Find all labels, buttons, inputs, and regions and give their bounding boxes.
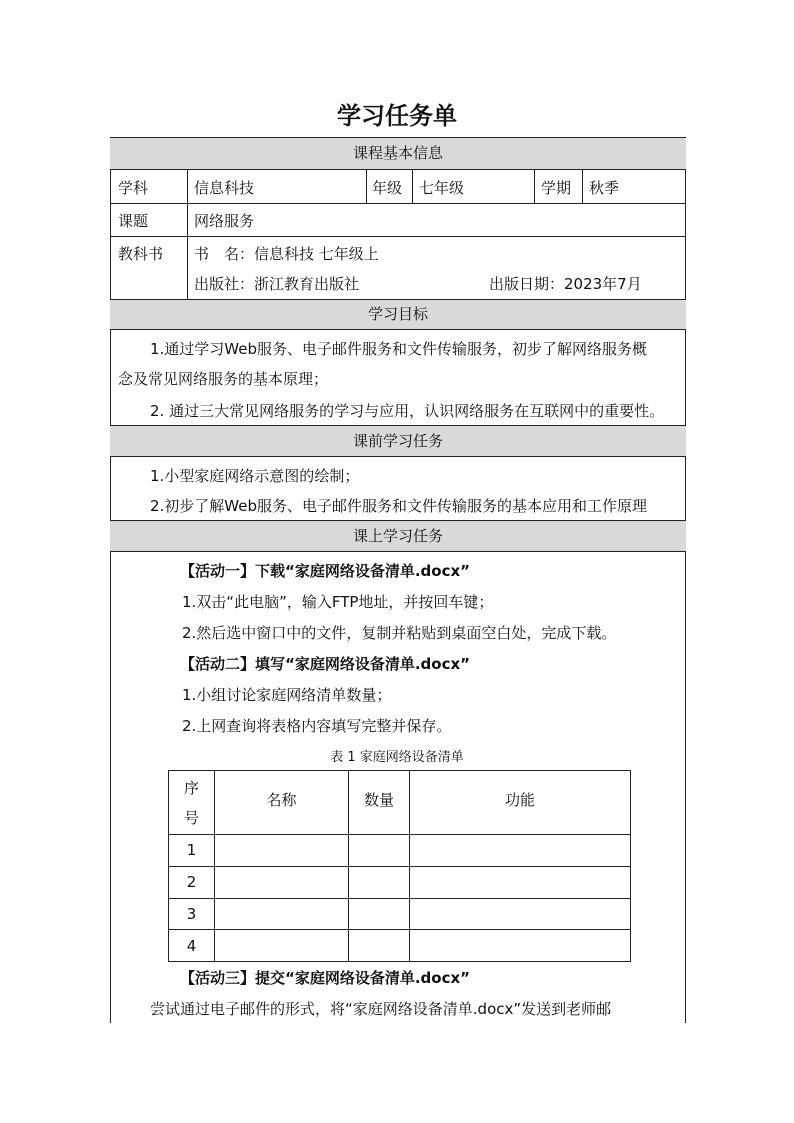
divider-term-right [582,170,583,203]
row-divider [110,236,686,237]
grade-label: 年级 [372,179,403,197]
device-table-caption: 表 1 家庭网络设备清单 [330,750,464,765]
function-cell[interactable] [410,866,631,898]
page-title: 学习任务单 [337,102,457,130]
quantity-cell[interactable] [349,930,410,962]
function-cell[interactable] [410,930,631,962]
col-header-quantity: 数量 [349,771,410,835]
section-header-basic-info: 课程基本信息 [110,137,686,170]
device-table-header-row [169,771,631,835]
name-cell[interactable] [215,835,349,867]
subject-value: 信息科技 [194,179,255,197]
quantity-cell[interactable] [349,866,410,898]
objective-line: 念及常见网络服务的基本原理； [118,370,329,388]
activity-2-title: 【活动二】填写“家庭网络设备清单.docx” [180,655,471,673]
topic-label: 课题 [118,212,149,230]
subject-label: 学科 [118,179,149,197]
table-row [169,835,631,867]
section-header-pre-class: 课前学习任务 [110,425,686,457]
pre-task-item: 2.初步了解Web服务、电子邮件服务和文件传输服务的基本应用和工作原理 [150,497,648,515]
activity-2-step: 1.小组讨论家庭网络清单数量； [182,686,392,704]
col-header-function: 功能 [410,771,631,835]
textbook-publisher: 出版社：浙江教育出版社 [194,275,360,293]
divider-grade-left [366,170,367,203]
row-index: 2 [169,866,215,898]
row-index: 1 [169,835,215,867]
section-header-in-class: 课上学习任务 [110,520,686,552]
row-index: 3 [169,898,215,930]
term-value: 秋季 [589,179,620,197]
textbook-name: 书 名：信息科技 七年级上 [194,245,379,263]
col-header-name: 名称 [215,771,349,835]
term-label: 学期 [541,179,572,197]
device-list-table [168,770,631,962]
name-cell[interactable] [215,866,349,898]
function-cell[interactable] [410,898,631,930]
pre-task-item: 1.小型家庭网络示意图的绘制； [150,467,360,485]
textbook-label: 教科书 [118,245,164,263]
name-cell[interactable] [215,898,349,930]
activity-1-title: 【活动一】下载“家庭网络设备清单.docx” [180,562,471,580]
activity-1-step: 2.然后选中窗口中的文件，复制并粘贴到桌面空白处，完成下载。 [182,624,617,642]
activity-3-title: 【活动三】提交“家庭网络设备清单.docx” [180,969,471,987]
table-row [169,930,631,962]
divider-grade-right [412,170,413,203]
quantity-cell[interactable] [349,898,410,930]
function-cell[interactable] [410,835,631,867]
objective-line: 1.通过学习Web服务、电子邮件服务和文件传输服务，初步了解网络服务概 [150,340,648,358]
label-column-divider [187,170,188,300]
activity-3-text: 尝试通过电子邮件的形式，将“家庭网络设备清单.docx”发送到老师邮 [150,1000,612,1018]
table-row [169,898,631,930]
row-index: 4 [169,930,215,962]
activity-1-step: 1.双击“此电脑”，输入FTP地址，并按回车键； [182,593,494,611]
quantity-cell[interactable] [349,835,410,867]
table-row [169,866,631,898]
topic-value: 网络服务 [194,212,255,230]
row-divider [110,203,686,204]
section-header-objectives: 学习目标 [110,299,686,330]
name-cell[interactable] [215,930,349,962]
col-header-index: 序号 [169,771,215,835]
activity-2-step: 2.上网查询将表格内容填写完整并保存。 [182,717,452,735]
textbook-pub-date: 出版日期：2023年7月 [489,275,642,293]
grade-value: 七年级 [419,179,465,197]
objective-line: 2. 通过三大常见网络服务的学习与应用，认识网络服务在互联网中的重要性。 [150,402,665,420]
divider-term-left [534,170,535,203]
